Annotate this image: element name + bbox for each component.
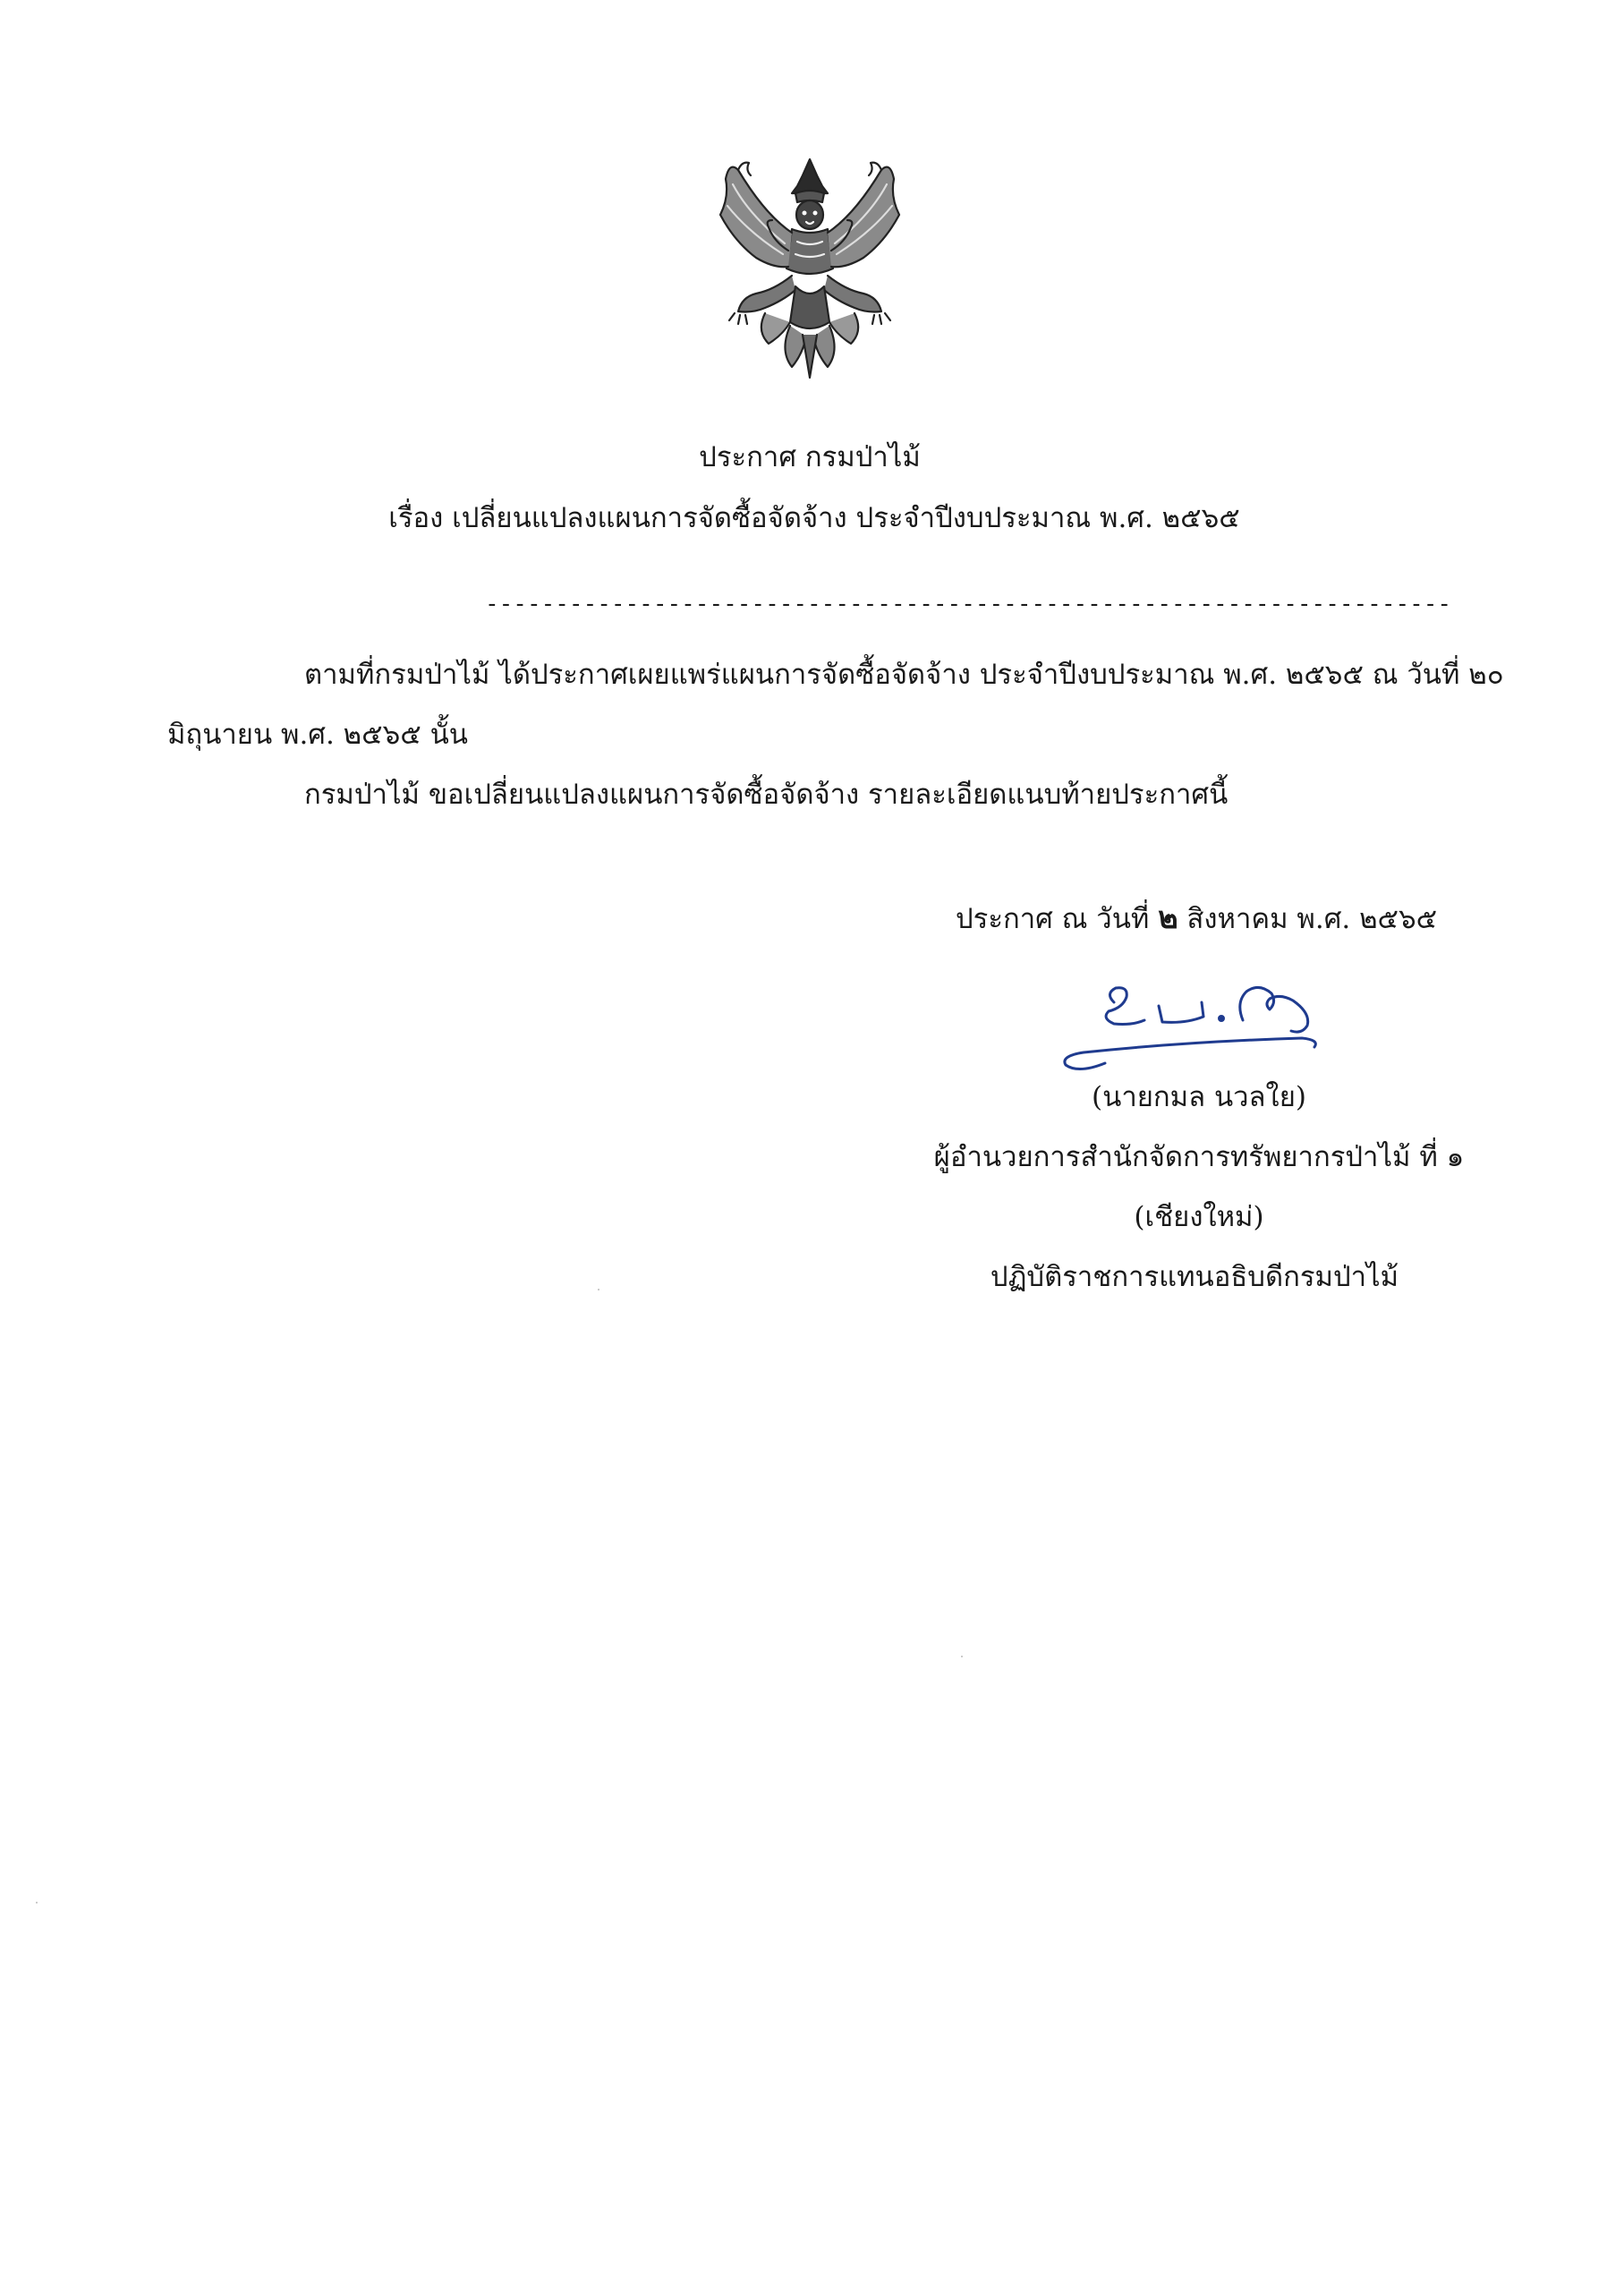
signatory-acting: ปฏิบัติราชการแทนอธิบดีกรมป่าไม้ [990, 1261, 1399, 1293]
date-suffix: สิงหาคม พ.ศ. ๒๕๖๕ [1178, 903, 1438, 935]
handwritten-signature [1051, 967, 1356, 1083]
scan-speck [36, 1902, 38, 1903]
body-paragraph-2: กรมป่าไม้ ขอเปลี่ยนแปลงแผนการจัดซื้อจัดจ้าง รายละเอียดแนบท้ายประกาศนี้ [304, 779, 1229, 811]
announcement-subject: เรื่อง เปลี่ยนแปลงแผนการจัดซื้อจัดจ้าง ประจำปีงบประมาณ พ.ศ. ๒๕๖๕ [388, 502, 1240, 534]
signatory-region: (เชียงใหม่) [1134, 1201, 1264, 1233]
date-prefix: ประกาศ ณ วันที่ [956, 903, 1159, 935]
signatory-position: ผู้อำนวยการสำนักจัดการทรัพยากรป่าไม้ ที่ ๑ [933, 1141, 1465, 1173]
body-paragraph-1-line-1: ตามที่กรมป่าไม้ ได้ประกาศเผยแพร่แผนการจัดซื้อจัดจ้าง ประจำปีงบประมาณ พ.ศ. ๒๕๖๕ ณ วันที่ ๒๐ [304, 659, 1504, 691]
separator-line: --------------------------------------------------------------------- [485, 591, 1452, 617]
scan-speck [961, 1656, 963, 1657]
garuda-emblem-icon [702, 143, 917, 385]
announcement-title: ประกาศ กรมป่าไม้ [699, 441, 921, 473]
body-paragraph-1-line-2: มิถุนายน พ.ศ. ๒๕๖๕ นั้น [167, 719, 468, 751]
date-day: ๒ [1158, 900, 1178, 936]
scan-speck [598, 1289, 599, 1290]
signatory-name: (นายกมล นวลใย) [1092, 1081, 1306, 1113]
announcement-date [956, 893, 1437, 941]
